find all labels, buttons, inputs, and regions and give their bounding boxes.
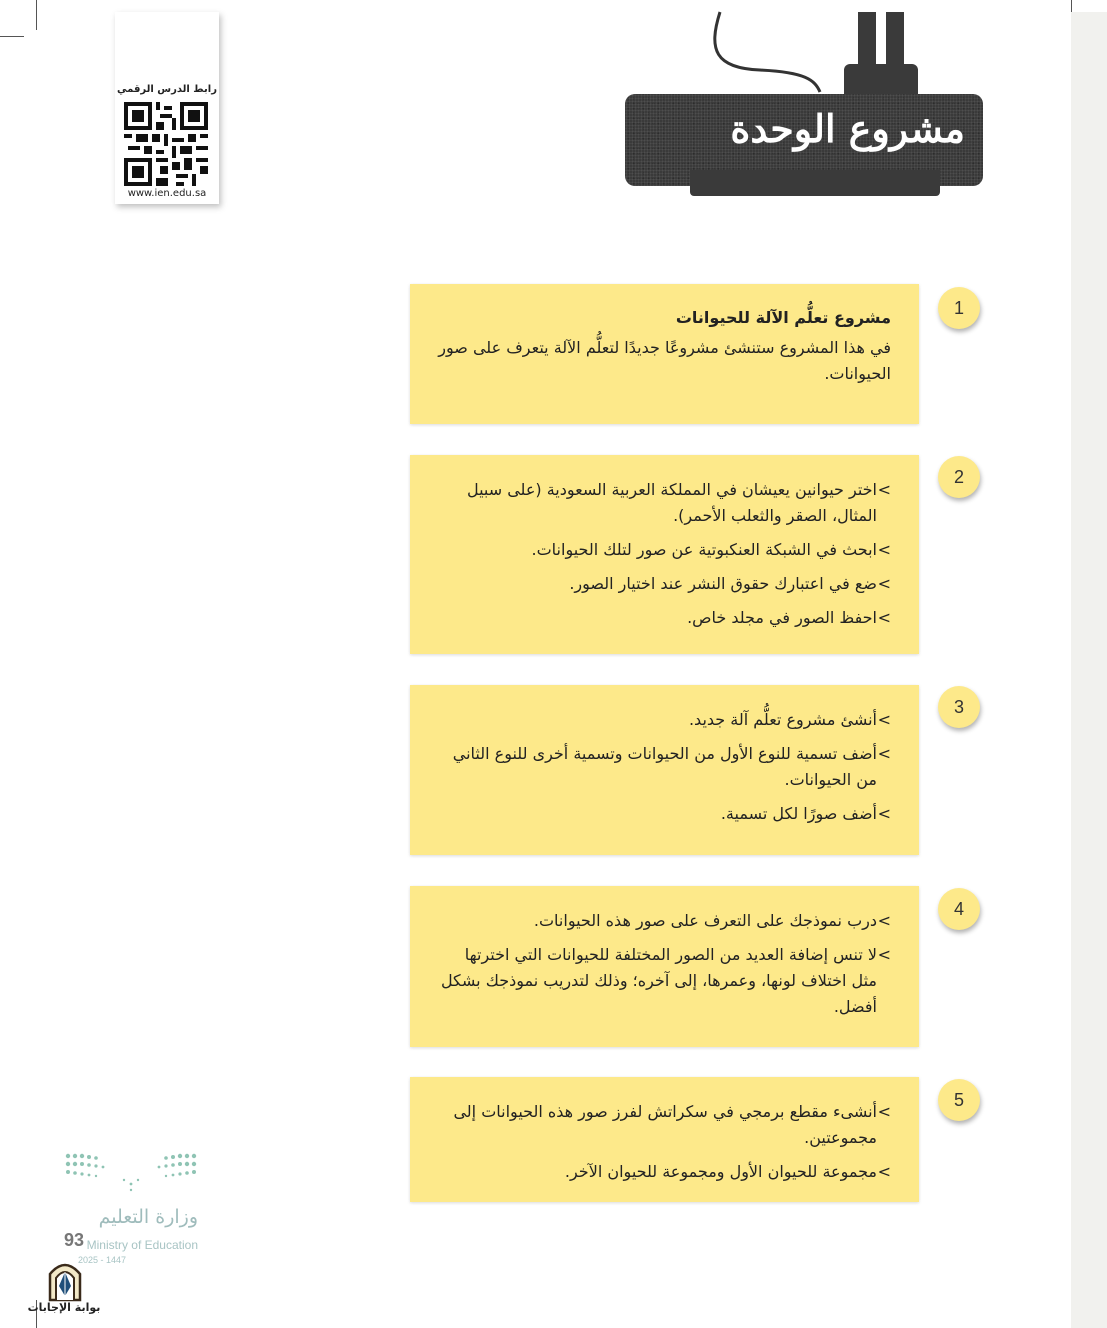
step-number-1: 1 (938, 287, 980, 329)
step-items (438, 908, 891, 1020)
qr-label: رابط الدرس الرقمي (117, 84, 217, 95)
list-item: > أضف صورًا لكل تسمية. (438, 801, 891, 827)
list-item: > مجموعة للحيوان الأول ومجموعة للحيوان الآخر. (438, 1159, 891, 1185)
step-items (438, 477, 891, 631)
plug-prong-icon (858, 12, 876, 72)
list-item: > ابحث في الشبكة العنكبوتية عن صور لتلك الحيوانات. (438, 537, 891, 563)
step-card-1 (410, 284, 919, 424)
crop-mark (0, 36, 24, 37)
list-item: > ضع في اعتبارك حقوق النشر عند اختيار الصور. (438, 571, 891, 597)
step-card-2 (410, 455, 919, 654)
list-item: > أنشىء مقطع برمجي في سكراتش لفرز صور هذه الحيوانات إلى مجموعتين. (438, 1099, 891, 1151)
title-plaque-tab (690, 170, 940, 196)
page-edge-strip (1071, 12, 1107, 1328)
qr-card[interactable] (115, 12, 219, 204)
unit-project-header (620, 10, 990, 200)
ministry-name-english: Ministry of Education (86, 1238, 198, 1252)
ministry-name-arabic: وزارة التعليم (98, 1206, 198, 1228)
step-title: مشروع تعلُّم الآلة للحيوانات (675, 308, 891, 327)
list-item: > لا تنس إضافة العديد من الصور المختلفة للحيوانات التي اخترتها مثل اختلاف لونها، وعمرها، إلى آخره؛ وذلك لتدريب نموذجك بشكل أفضل. (438, 942, 891, 1020)
qr-url[interactable]: www.ien.edu.sa (127, 188, 207, 199)
step-items (438, 1099, 891, 1185)
list-item: > أضف تسمية للنوع الأول من الحيوانات وتسمية أخرى للنوع الثاني من الحيوانات. (438, 741, 891, 793)
gate-label[interactable]: بوابة الإجابات (27, 1301, 101, 1314)
plug-prong-icon (886, 12, 904, 72)
crop-mark (36, 0, 37, 30)
step-number-3: 3 (938, 686, 980, 728)
step-number-2: 2 (938, 456, 980, 498)
qr-code-icon[interactable] (124, 102, 208, 186)
step-card-3 (410, 685, 919, 855)
ministry-year: 2025 - 1447 (77, 1255, 126, 1265)
gate-icon[interactable] (44, 1256, 86, 1302)
list-item: > اختر حيوانين يعيشان في المملكة العربية السعودية (على سبيل المثال، الصقر والثعلب الأحمر). (438, 477, 891, 529)
ministry-logo-icon (64, 1152, 198, 1192)
step-description: في هذا المشروع ستنشئ مشروعًا جديدًا لتعلُّم الآلة يتعرف على صور الحيوانات. (438, 338, 891, 383)
page-title: مشروع الوحدة (730, 106, 965, 151)
list-item: > درب نموذجك على التعرف على صور هذه الحيوانات. (438, 908, 891, 934)
step-card-5 (410, 1077, 919, 1202)
list-item: > أنشئ مشروع تعلُّم آلة جديد. (438, 707, 891, 733)
step-number-5: 5 (938, 1079, 980, 1121)
step-card-4 (410, 886, 919, 1047)
page-number: 93 (64, 1230, 85, 1250)
step-items (438, 707, 891, 827)
list-item: > احفظ الصور في مجلد خاص. (438, 605, 891, 631)
step-number-4: 4 (938, 888, 980, 930)
